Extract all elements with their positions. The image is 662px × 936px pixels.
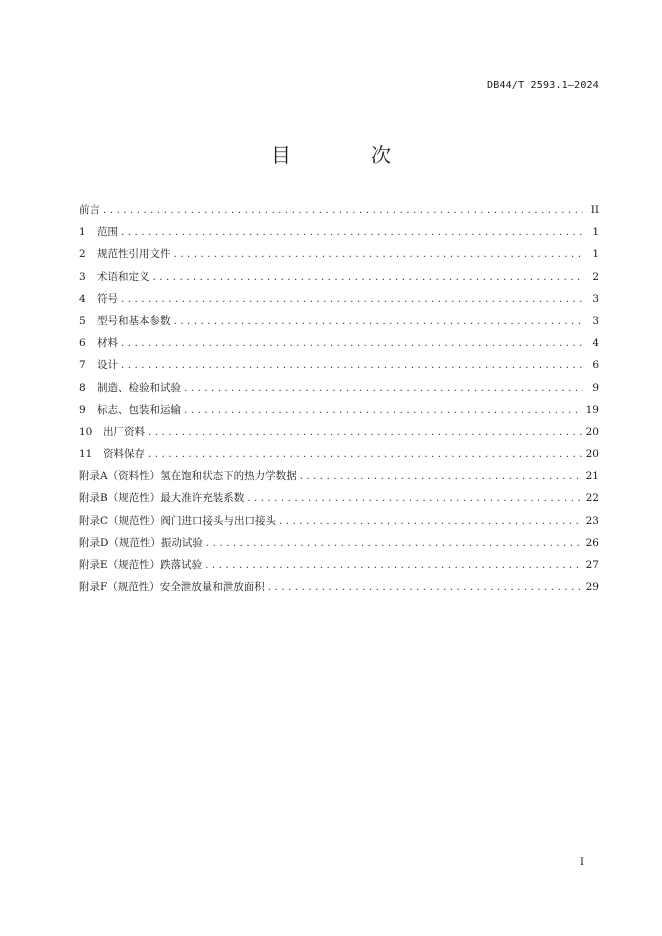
toc-appendix-label: 最大准许充装系数 [160,492,245,505]
toc-entry-foreword[interactable] [79,199,599,221]
toc-entry-label: 符号 [97,292,118,305]
toc-entry-7[interactable] [79,354,599,376]
toc-entry-8[interactable] [79,377,599,399]
toc-entry-page: 9 [592,381,599,394]
page-title: 目 次 [271,143,421,167]
toc-entry-number: 2 [79,248,86,261]
toc-entry-1[interactable] [79,221,599,243]
toc-entry-number: 8 [79,381,86,394]
toc-appendix-page: 29 [585,581,599,594]
toc-appendix-prefix: 附录A（资料性） [79,470,161,483]
toc-entry-label: 型号和基本参数 [97,314,171,327]
toc-entry-number: 7 [79,359,86,372]
toc-entry-number: 4 [79,292,86,305]
toc-entry-number: 1 [79,226,86,239]
toc-leader-dots [121,332,583,354]
toc-entry-3[interactable] [79,266,599,288]
toc-leader-dots [206,532,582,554]
toc-leader-dots [153,266,584,288]
toc-appendix-label: 安全泄放量和泄放面积 [159,581,265,594]
toc-appendix-b[interactable] [79,487,599,509]
toc-entry-label: 材料 [97,337,118,350]
toc-entry-number: 10 [79,425,93,438]
toc-appendix-prefix: 附录E（规范性） [79,559,161,571]
toc-leader-dots [279,510,582,532]
toc-entry-number: 3 [79,270,86,283]
toc-entry-4[interactable] [79,288,599,310]
toc-entry-number: 5 [79,314,86,327]
toc-entry-page: 19 [585,403,599,416]
toc-appendix-prefix: 附录C（规范性） [79,514,161,527]
toc-entry-label: 制造、检验和试验 [97,381,181,394]
toc-entry-page: 2 [592,270,599,283]
toc-entry-label: 术语和定义 [97,270,150,283]
toc-appendix-prefix: 附录B（规范性） [79,492,161,505]
toc-appendix-e[interactable] [79,554,599,576]
toc-entry-label: 资料保存 [103,448,145,461]
toc-entry-9[interactable] [79,399,599,421]
toc-leader-dots [205,554,581,576]
toc-leader-dots [268,576,582,598]
toc-appendix-f[interactable] [79,576,599,598]
toc-entry-number: 6 [79,337,86,350]
toc-entry-page: II [590,204,599,216]
toc-appendix-prefix: 附录F（规范性） [79,581,160,594]
toc-entry-page: 6 [592,359,599,372]
toc-entry-page: 20 [585,425,599,438]
toc-leader-dots [148,421,582,443]
table-of-contents [79,199,599,598]
toc-appendix-label: 跌落试验 [160,559,203,571]
toc-leader-dots [121,288,583,310]
toc-appendix-prefix: 附录D（规范性） [79,536,161,549]
toc-appendix-label: 氢在饱和状态下的热力学数据 [160,470,297,483]
toc-entry-page: 4 [592,337,599,350]
toc-entry-2[interactable] [79,243,599,265]
toc-entry-label: 前言 [79,204,100,216]
toc-entry-page: 3 [592,292,599,305]
toc-entry-10[interactable] [79,421,599,443]
toc-entry-page: 20 [585,448,599,461]
toc-appendix-page: 22 [585,492,599,505]
document-code: DB44/T 2593.1—2024 [487,80,599,91]
toc-appendix-a[interactable] [79,465,599,487]
toc-appendix-page: 23 [585,514,599,527]
toc-entry-page: 1 [592,248,599,261]
toc-entry-label: 标志、包装和运输 [97,403,181,416]
toc-entry-page: 1 [592,226,599,239]
toc-entry-11[interactable] [79,443,599,465]
toc-appendix-c[interactable] [79,510,599,532]
toc-appendix-label: 振动试验 [160,536,203,549]
toc-appendix-page: 27 [585,559,599,571]
toc-leader-dots [300,465,582,487]
toc-appendix-page: 21 [585,470,599,483]
toc-appendix-d[interactable] [79,532,599,554]
toc-entry-page: 3 [592,314,599,327]
toc-entry-label: 规范性引用文件 [97,248,171,261]
toc-leader-dots [184,377,583,399]
toc-entry-label: 范围 [97,226,118,239]
toc-leader-dots [148,443,582,465]
toc-entry-number: 11 [79,448,93,461]
toc-entry-label: 出厂资料 [103,425,145,438]
toc-leader-dots [121,354,583,376]
toc-appendix-label: 阀门进口接头与出口接头 [160,514,277,527]
page-number: I [580,857,584,868]
toc-entry-5[interactable] [79,310,599,332]
toc-leader-dots [174,243,584,265]
toc-entry-6[interactable] [79,332,599,354]
toc-leader-dots [184,399,582,421]
toc-leader-dots [247,487,581,509]
toc-appendix-page: 26 [585,536,599,549]
toc-leader-dots [121,221,583,243]
toc-entry-label: 设计 [97,359,118,372]
toc-entry-number: 9 [79,403,86,416]
toc-leader-dots [174,310,584,332]
toc-leader-dots [103,199,583,221]
